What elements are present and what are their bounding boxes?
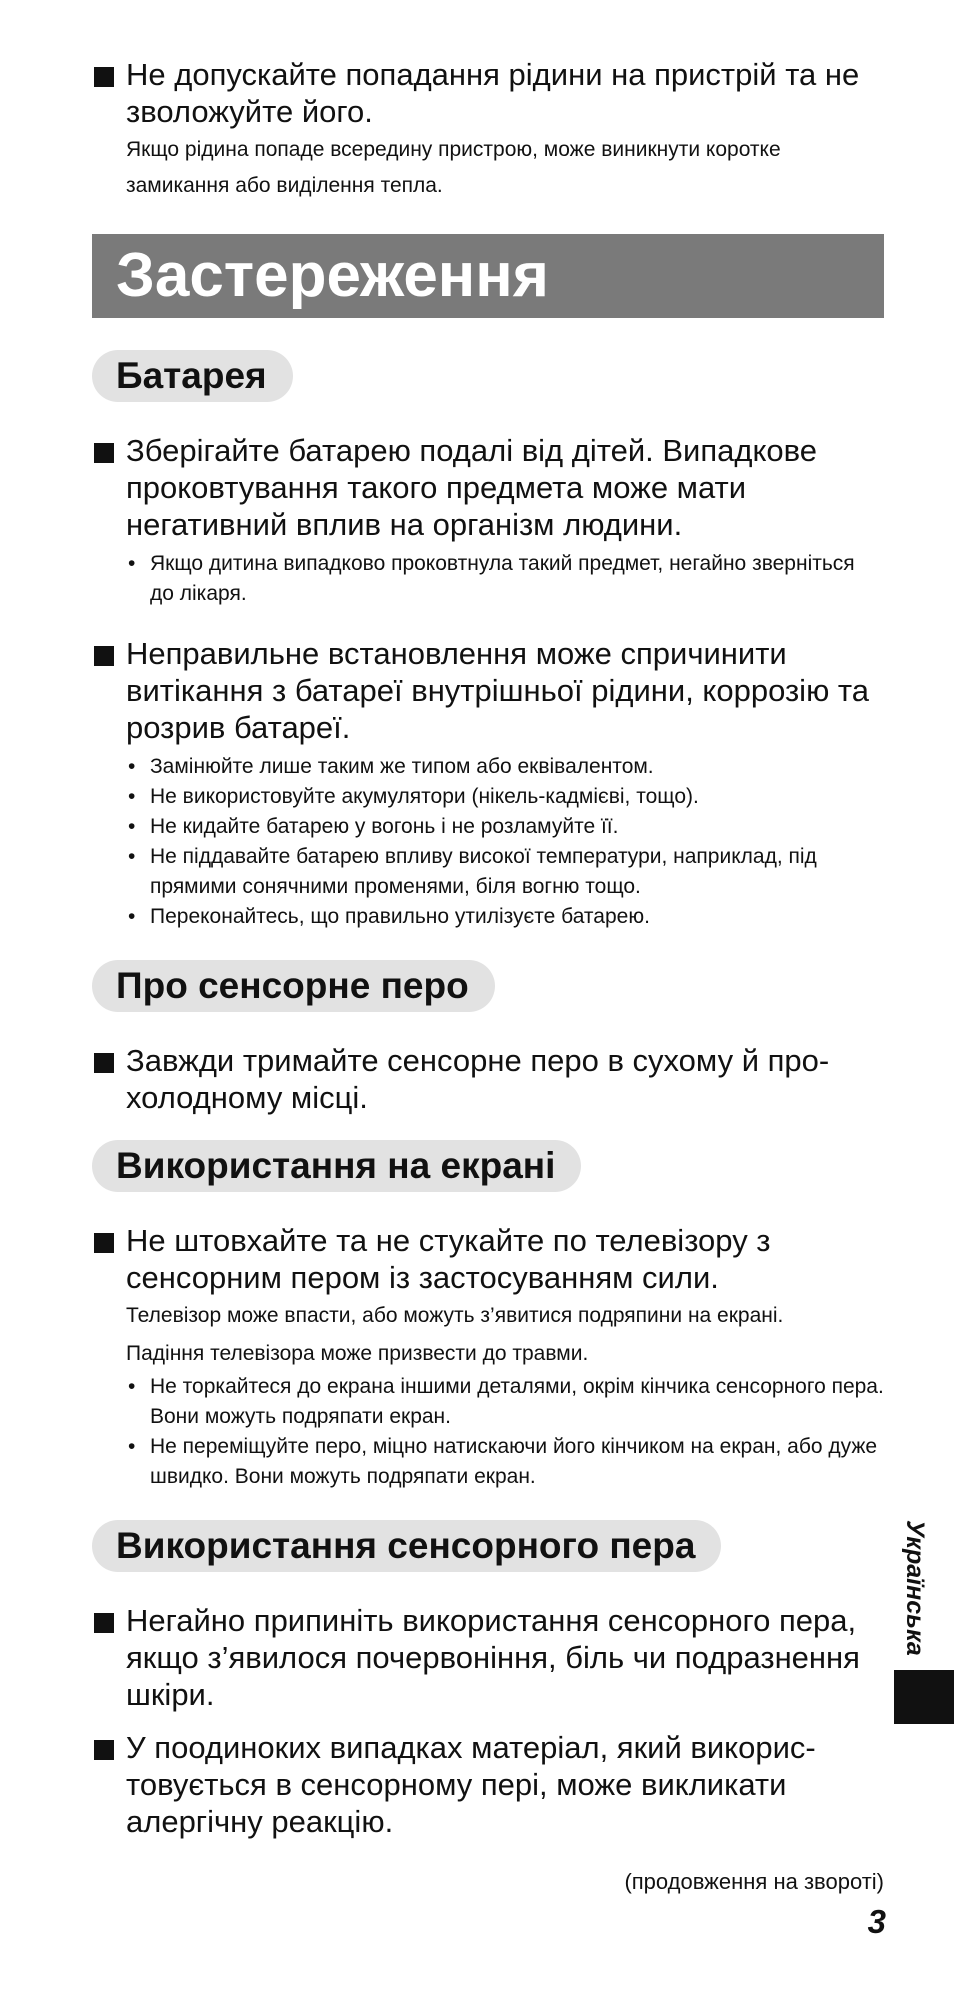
section-heading-cautions: Застереження — [92, 234, 884, 318]
subsection-heading-pen: Про сенсорне перо — [92, 960, 495, 1012]
caution-sublist — [126, 1372, 884, 1492]
bullet-dot-icon: • — [128, 1375, 136, 1398]
subsection-heading-screen: Використання на екрані — [92, 1140, 581, 1192]
bullet-square-icon — [94, 1053, 114, 1073]
list-item: • Не кидайте батарею у вогонь і не розламуйте її. — [126, 812, 884, 842]
caution-title: Завжди тримайте сенсорне перо в сухому й прохолодному місці. — [126, 1043, 830, 1115]
list-item: • Якщо дитина випадково проковтнула такий предмет, негайно зверніться до лікаря. — [126, 549, 884, 609]
list-item: • Замінюйте лише таким же типом або еквівалентом. — [126, 752, 884, 782]
bullet-square-icon — [94, 67, 114, 87]
bullet-dot-icon: • — [128, 785, 136, 808]
warning-title: Не допускайте попадання рідини на пристрій та не зволожуйте його. — [126, 57, 860, 129]
list-item: • Не торкайтеся до екрана іншими деталями, окрім кінчика сенсорного пера. Вони можуть подряпати екран. — [126, 1372, 884, 1432]
caution-item-screen — [92, 1222, 884, 1492]
caution-note: Телевізор може впасти, або можуть з’явитися подряпини на екрані. — [126, 1304, 784, 1327]
bullet-square-icon — [94, 1740, 114, 1760]
page-number: 3 — [867, 1903, 886, 1940]
caution-title: Не штовхайте та не стукайте по телевізору з сенсорним пером із застосуванням сили. — [126, 1223, 771, 1295]
caution-title: Зберігайте батарею подалі від дітей. Випадкове проковтування такого предмета може мати негативний вплив на організм людини. — [126, 433, 817, 542]
list-item: • Не переміщуйте перо, міцно натискаючи його кінчиком на екран, або дуже швидко. Вони можуть подряпати екран. — [126, 1432, 884, 1492]
caution-item-allergy — [92, 1729, 884, 1840]
bullet-dot-icon: • — [128, 845, 136, 868]
caution-title: Неправильне встановлення може спричинити витікання з батареї внутрішньої рідини, коррозію та розрив батареї. — [126, 636, 870, 745]
list-item: • Переконайтесь, що правильно утилізуєте батарею. — [126, 902, 884, 932]
subsection-heading-pen-use: Використання сенсорного пера — [92, 1520, 721, 1572]
caution-item-pen-storage — [92, 1042, 884, 1116]
language-tab-marker — [894, 1670, 954, 1724]
manual-page — [92, 56, 884, 1840]
subsection-heading-battery: Батарея — [92, 350, 293, 402]
bullet-square-icon — [94, 646, 114, 666]
caution-title: Негайно припиніть використання сенсорного пера, якщо з’явилося почервоніння, біль чи подразнення шкіри. — [126, 1603, 860, 1712]
caution-item-battery-children — [92, 432, 884, 609]
language-tab-label: Українська — [901, 1520, 929, 1656]
caution-sublist — [126, 549, 884, 609]
caution-sublist — [126, 752, 884, 932]
warning-note: Якщо рідина попаде всередину пристрою, може виникнути коротке замикання або виділення тепла. — [126, 138, 781, 197]
bullet-square-icon — [94, 443, 114, 463]
bullet-square-icon — [94, 1233, 114, 1253]
bullet-dot-icon: • — [128, 905, 136, 928]
bullet-square-icon — [94, 1613, 114, 1633]
list-item: • Не використовуйте акумулятори (нікель-кадмієві, тощо). — [126, 782, 884, 812]
bullet-dot-icon: • — [128, 1435, 136, 1458]
caution-title: У поодиноких випадках матеріал, який використовується в сенсорному пері, може викликати алергічну реакцію. — [126, 1730, 816, 1839]
list-item: • Не піддавайте батарею впливу високої температури, наприклад, під прямими сонячними променями, біля вогню тощо. — [126, 842, 884, 902]
caution-note: Падіння телевізора може призвести до травми. — [126, 1342, 589, 1365]
bullet-dot-icon: • — [128, 552, 136, 575]
bullet-dot-icon: • — [128, 815, 136, 838]
bullet-dot-icon: • — [128, 755, 136, 778]
continued-note: (продовження на звороті) — [624, 1869, 884, 1894]
caution-item-battery-install — [92, 635, 884, 932]
caution-item-skin — [92, 1602, 884, 1713]
warning-item-liquid — [92, 56, 884, 204]
